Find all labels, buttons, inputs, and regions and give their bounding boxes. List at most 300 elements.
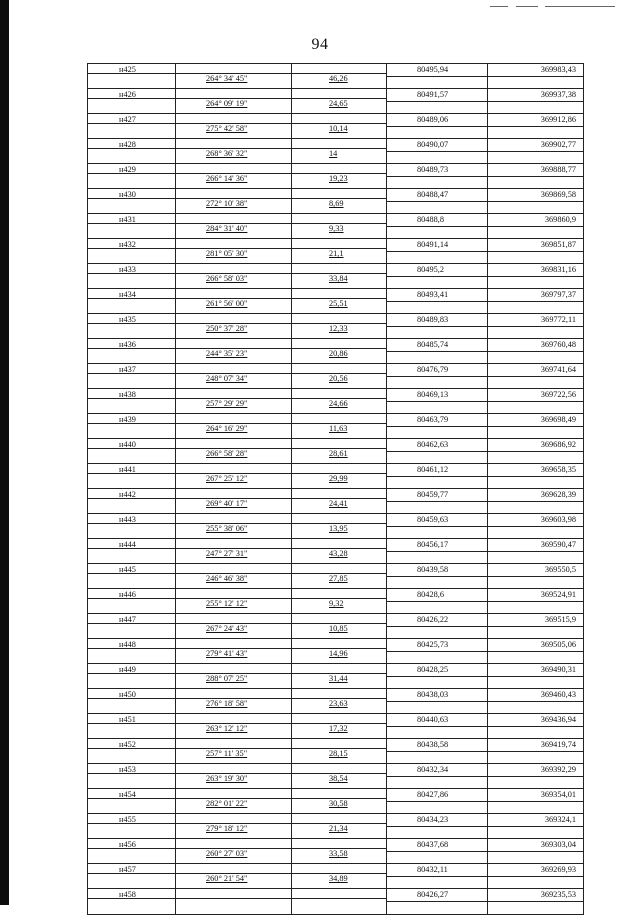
direction-angle: 264° 16' 29" <box>206 424 248 433</box>
column-rule <box>175 114 176 139</box>
segment-length: 21,1 <box>329 249 344 258</box>
scan-mark <box>516 6 538 7</box>
point-id: н430 <box>119 190 136 199</box>
y-coordinate: 369460,43 <box>540 690 576 699</box>
y-coordinate: 369772,11 <box>541 315 576 324</box>
point-id: н439 <box>119 415 136 424</box>
column-rule <box>291 339 292 364</box>
point-id: н452 <box>119 740 136 749</box>
column-rule <box>291 589 292 614</box>
x-coordinate: 80461,12 <box>417 465 449 474</box>
point-id: н433 <box>119 265 136 274</box>
column-rule <box>87 689 88 714</box>
column-rule <box>87 739 88 764</box>
table-row <box>87 664 584 689</box>
row-divider <box>386 651 584 652</box>
column-rule <box>175 889 176 914</box>
segment-length: 13,95 <box>329 524 348 533</box>
x-coordinate: 80427,86 <box>417 790 449 799</box>
column-rule <box>175 839 176 864</box>
point-id: н449 <box>119 665 136 674</box>
column-rule <box>87 814 88 839</box>
segment-length: 20,56 <box>329 374 348 383</box>
column-rule <box>175 314 176 339</box>
row-divider <box>386 101 584 102</box>
column-rule <box>175 139 176 164</box>
column-rule <box>87 614 88 639</box>
table-row <box>87 364 584 389</box>
point-id: н441 <box>119 465 136 474</box>
direction-angle: 284° 31' 40" <box>206 224 248 233</box>
row-divider <box>386 201 584 202</box>
point-id: н453 <box>119 765 136 774</box>
column-rule <box>175 614 176 639</box>
column-rule <box>87 314 88 339</box>
direction-angle: 257° 29' 29" <box>206 399 248 408</box>
x-coordinate: 80428,25 <box>417 665 449 674</box>
column-rule <box>175 239 176 264</box>
y-coordinate: 369354,01 <box>540 790 576 799</box>
column-rule <box>175 389 176 414</box>
column-rule <box>175 639 176 664</box>
point-id: н425 <box>119 65 136 74</box>
segment-length: 38,54 <box>329 774 348 783</box>
row-divider <box>386 351 584 352</box>
y-coordinate: 369324,1 <box>544 815 576 824</box>
table-row <box>87 264 584 289</box>
table-row <box>87 814 584 839</box>
segment-length: 24,65 <box>329 99 348 108</box>
x-coordinate: 80428,6 <box>417 590 444 599</box>
point-id: н442 <box>119 490 136 499</box>
y-coordinate: 369686,92 <box>540 440 576 449</box>
row-divider <box>386 276 584 277</box>
column-rule <box>87 664 88 689</box>
column-rule <box>87 564 88 589</box>
direction-angle: 255° 38' 06" <box>206 524 248 533</box>
direction-angle: 279° 41' 43" <box>206 649 248 658</box>
row-divider <box>386 751 584 752</box>
table-row <box>87 889 584 914</box>
direction-angle: 260° 21' 54" <box>206 874 248 883</box>
direction-angle: 246° 46' 38" <box>206 574 248 583</box>
column-rule <box>291 489 292 514</box>
y-coordinate: 369912,86 <box>540 115 576 124</box>
column-rule <box>175 564 176 589</box>
column-rule <box>291 564 292 589</box>
row-divider <box>386 901 584 902</box>
column-rule <box>291 814 292 839</box>
row-divider <box>386 876 584 877</box>
x-coordinate: 80432,11 <box>417 865 448 874</box>
y-coordinate: 369983,43 <box>540 65 576 74</box>
column-rule <box>291 264 292 289</box>
y-coordinate: 369590,47 <box>540 540 576 549</box>
y-coordinate: 369698,49 <box>540 415 576 424</box>
table-row <box>87 164 584 189</box>
direction-angle: 288° 07' 25" <box>206 674 248 683</box>
y-coordinate: 369760,48 <box>540 340 576 349</box>
direction-angle: 263° 19' 30" <box>206 774 248 783</box>
row-divider <box>386 301 584 302</box>
column-rule <box>291 789 292 814</box>
point-id: н428 <box>119 140 136 149</box>
point-id: н438 <box>119 390 136 399</box>
row-divider <box>386 576 584 577</box>
segment-length: 10,85 <box>329 624 348 633</box>
column-rule <box>291 189 292 214</box>
table-row <box>87 589 584 614</box>
table-row <box>87 864 584 889</box>
point-id: н444 <box>119 540 136 549</box>
x-coordinate: 80488,8 <box>417 215 444 224</box>
y-coordinate: 369860,9 <box>544 215 576 224</box>
x-coordinate: 80438,03 <box>417 690 449 699</box>
table-row <box>87 639 584 664</box>
segment-length: 25,51 <box>329 299 348 308</box>
column-rule <box>175 539 176 564</box>
column-rule <box>175 514 176 539</box>
y-coordinate: 369797,37 <box>540 290 576 299</box>
table-row <box>87 339 584 364</box>
coordinates-table <box>87 63 584 915</box>
y-coordinate: 369741,64 <box>540 365 576 374</box>
segment-length: 14 <box>329 149 338 158</box>
table-row <box>87 289 584 314</box>
direction-angle: 264° 09' 19" <box>206 99 248 108</box>
point-id: н446 <box>119 590 136 599</box>
column-rule <box>291 314 292 339</box>
row-divider <box>386 451 584 452</box>
table-row <box>87 489 584 514</box>
point-id: н451 <box>119 715 136 724</box>
column-rule <box>175 414 176 439</box>
table-row <box>87 214 584 239</box>
column-rule <box>87 764 88 789</box>
direction-angle: 264° 34' 45" <box>206 74 248 83</box>
column-rule <box>291 714 292 739</box>
segment-length: 14,96 <box>329 649 348 658</box>
x-coordinate: 80440,63 <box>417 715 449 724</box>
row-divider <box>386 76 584 77</box>
column-rule <box>175 164 176 189</box>
y-coordinate: 369869,58 <box>540 190 576 199</box>
segment-length: 19,23 <box>329 174 348 183</box>
column-rule <box>291 889 292 914</box>
page-number: 94 <box>311 36 329 53</box>
x-coordinate: 80462,63 <box>417 440 449 449</box>
column-rule <box>291 539 292 564</box>
segment-length: 33,58 <box>329 849 348 858</box>
table-row <box>87 514 584 539</box>
y-coordinate: 369888,77 <box>540 165 576 174</box>
row-divider <box>386 126 584 127</box>
column-rule <box>175 789 176 814</box>
table-row <box>87 239 584 264</box>
column-rule <box>291 439 292 464</box>
column-rule <box>291 139 292 164</box>
column-rule <box>175 864 176 889</box>
column-rule <box>175 64 176 89</box>
column-rule <box>291 464 292 489</box>
point-id: н456 <box>119 840 136 849</box>
table-row <box>87 739 584 764</box>
x-coordinate: 80495,2 <box>417 265 444 274</box>
table-row <box>87 414 584 439</box>
x-coordinate: 80459,63 <box>417 515 449 524</box>
row-divider <box>386 476 584 477</box>
table-row <box>87 139 584 164</box>
row-divider <box>386 501 584 502</box>
column-rule <box>291 214 292 239</box>
x-coordinate: 80488,47 <box>417 190 449 199</box>
column-rule <box>87 164 88 189</box>
column-rule <box>87 64 88 89</box>
point-id: н434 <box>119 290 136 299</box>
direction-angle: 266° 58' 28" <box>206 449 248 458</box>
segment-length: 46,26 <box>329 74 348 83</box>
x-coordinate: 80489,73 <box>417 165 449 174</box>
direction-angle: 261° 56' 00" <box>206 299 248 308</box>
segment-length: 29,99 <box>329 474 348 483</box>
point-id: н448 <box>119 640 136 649</box>
row-divider <box>386 326 584 327</box>
y-coordinate: 369269,93 <box>540 865 576 874</box>
y-coordinate: 369392,29 <box>540 765 576 774</box>
x-coordinate: 80476,79 <box>417 365 449 374</box>
point-id: н458 <box>119 890 136 899</box>
column-rule <box>175 664 176 689</box>
direction-angle: 281° 05' 30" <box>206 249 248 258</box>
column-rule <box>175 214 176 239</box>
direction-angle: 263° 12' 12" <box>206 724 248 733</box>
column-rule <box>87 889 88 914</box>
y-coordinate: 369515,9 <box>544 615 576 624</box>
y-coordinate: 369902,77 <box>540 140 576 149</box>
direction-angle: 275° 42' 58" <box>206 124 248 133</box>
column-rule <box>175 764 176 789</box>
direction-angle: 266° 14' 36" <box>206 174 248 183</box>
column-rule <box>87 789 88 814</box>
column-rule <box>87 89 88 114</box>
column-rule <box>87 714 88 739</box>
x-coordinate: 80425,73 <box>417 640 449 649</box>
column-rule <box>291 764 292 789</box>
segment-length: 10,14 <box>329 124 348 133</box>
column-rule <box>87 189 88 214</box>
column-rule <box>87 114 88 139</box>
direction-angle: 267° 24' 43" <box>206 624 248 633</box>
column-rule <box>175 739 176 764</box>
x-coordinate: 80426,27 <box>417 890 449 899</box>
column-rule <box>175 589 176 614</box>
column-rule <box>87 214 88 239</box>
column-rule <box>87 464 88 489</box>
row-divider <box>386 226 584 227</box>
row-divider <box>386 776 584 777</box>
column-rule <box>175 689 176 714</box>
column-rule <box>87 489 88 514</box>
column-rule <box>291 364 292 389</box>
x-coordinate: 80463,79 <box>417 415 449 424</box>
column-rule <box>291 689 292 714</box>
column-rule <box>87 439 88 464</box>
point-id: н427 <box>119 115 136 124</box>
point-id: н447 <box>119 615 136 624</box>
binding-strip <box>0 0 9 905</box>
row-divider <box>386 376 584 377</box>
column-rule <box>87 514 88 539</box>
row-divider <box>386 251 584 252</box>
segment-length: 11,63 <box>329 424 348 433</box>
direction-angle: 248° 07' 34" <box>206 374 248 383</box>
column-rule <box>291 414 292 439</box>
column-rule <box>87 364 88 389</box>
column-rule <box>87 289 88 314</box>
segment-length: 12,33 <box>329 324 348 333</box>
point-id: н450 <box>119 690 136 699</box>
y-coordinate: 369524,91 <box>540 590 576 599</box>
y-coordinate: 369658,35 <box>540 465 576 474</box>
x-coordinate: 80439,58 <box>417 565 449 574</box>
table-row <box>87 564 584 589</box>
direction-angle: 255° 12' 12" <box>206 599 248 608</box>
column-rule <box>175 464 176 489</box>
column-rule <box>175 189 176 214</box>
table-row <box>87 689 584 714</box>
y-coordinate: 369235,53 <box>540 890 576 899</box>
column-rule <box>175 339 176 364</box>
segment-length: 24,66 <box>329 399 348 408</box>
table-row <box>87 389 584 414</box>
point-id: н457 <box>119 865 136 874</box>
segment-length: 28,61 <box>329 449 348 458</box>
column-rule <box>87 839 88 864</box>
column-rule <box>291 739 292 764</box>
direction-angle: 276° 18' 58" <box>206 699 248 708</box>
column-rule <box>87 239 88 264</box>
column-rule <box>175 714 176 739</box>
table-row <box>87 89 584 114</box>
row-divider <box>386 801 584 802</box>
table-row <box>87 839 584 864</box>
column-rule <box>291 389 292 414</box>
column-rule <box>291 864 292 889</box>
table-row <box>87 539 584 564</box>
y-coordinate: 369831,16 <box>540 265 576 274</box>
x-coordinate: 80437,68 <box>417 840 449 849</box>
column-rule <box>291 89 292 114</box>
segment-length: 30,58 <box>329 799 348 808</box>
row-divider <box>386 676 584 677</box>
column-rule <box>291 614 292 639</box>
segment-length: 8,69 <box>329 199 344 208</box>
column-rule <box>291 664 292 689</box>
row-divider <box>386 701 584 702</box>
y-coordinate: 369722,56 <box>540 390 576 399</box>
direction-angle: 272° 10' 38" <box>206 199 248 208</box>
segment-length: 17,32 <box>329 724 348 733</box>
point-id: н435 <box>119 315 136 324</box>
row-divider <box>386 626 584 627</box>
x-coordinate: 80491,14 <box>417 240 449 249</box>
direction-angle: 266° 58' 03" <box>206 274 248 283</box>
column-rule <box>87 264 88 289</box>
column-rule <box>291 239 292 264</box>
point-id: н440 <box>119 440 136 449</box>
column-rule <box>175 289 176 314</box>
row-divider <box>386 851 584 852</box>
direction-angle: 247° 27' 31" <box>206 549 248 558</box>
scan-mark <box>490 6 508 7</box>
segment-length: 27,85 <box>329 574 348 583</box>
row-divider <box>386 176 584 177</box>
y-coordinate: 369603,98 <box>540 515 576 524</box>
row-divider <box>386 726 584 727</box>
segment-length: 9,33 <box>329 224 344 233</box>
point-id: н437 <box>119 365 136 374</box>
column-rule <box>87 414 88 439</box>
point-id: н436 <box>119 340 136 349</box>
direction-angle: 250° 37' 28" <box>206 324 248 333</box>
row-divider <box>386 151 584 152</box>
y-coordinate: 369628,39 <box>540 490 576 499</box>
direction-angle: 279° 18' 12" <box>206 824 248 833</box>
y-coordinate: 369303,04 <box>540 840 576 849</box>
row-divider <box>386 526 584 527</box>
column-rule <box>87 589 88 614</box>
column-rule <box>175 364 176 389</box>
point-id: н443 <box>119 515 136 524</box>
x-coordinate: 80456,17 <box>417 540 449 549</box>
x-coordinate: 80495,94 <box>417 65 449 74</box>
column-rule <box>291 639 292 664</box>
row-divider <box>386 826 584 827</box>
column-rule <box>87 539 88 564</box>
column-rule <box>87 139 88 164</box>
point-id: н455 <box>119 815 136 824</box>
column-rule <box>87 339 88 364</box>
y-coordinate: 369490,31 <box>540 665 576 674</box>
column-rule <box>175 439 176 464</box>
direction-angle: 267° 25' 12" <box>206 474 248 483</box>
point-id: н431 <box>119 215 136 224</box>
x-coordinate: 80489,06 <box>417 115 449 124</box>
column-rule <box>87 864 88 889</box>
point-id: н454 <box>119 790 136 799</box>
x-coordinate: 80434,23 <box>417 815 449 824</box>
segment-length: 20,86 <box>329 349 348 358</box>
point-id: н432 <box>119 240 136 249</box>
segment-length: 23,63 <box>329 699 348 708</box>
table-row <box>87 314 584 339</box>
table-row <box>87 64 584 89</box>
segment-length: 9,32 <box>329 599 344 608</box>
table-row <box>87 714 584 739</box>
y-coordinate: 369851,87 <box>540 240 576 249</box>
column-rule <box>291 839 292 864</box>
segment-length: 31,44 <box>329 674 348 683</box>
x-coordinate: 80469,13 <box>417 390 449 399</box>
y-coordinate: 369505,06 <box>540 640 576 649</box>
x-coordinate: 80493,41 <box>417 290 449 299</box>
direction-angle: 260° 27' 03" <box>206 849 248 858</box>
point-id: н445 <box>119 565 136 574</box>
table-row <box>87 789 584 814</box>
column-rule <box>87 639 88 664</box>
point-id: н426 <box>119 90 136 99</box>
y-coordinate: 369436,94 <box>540 715 576 724</box>
